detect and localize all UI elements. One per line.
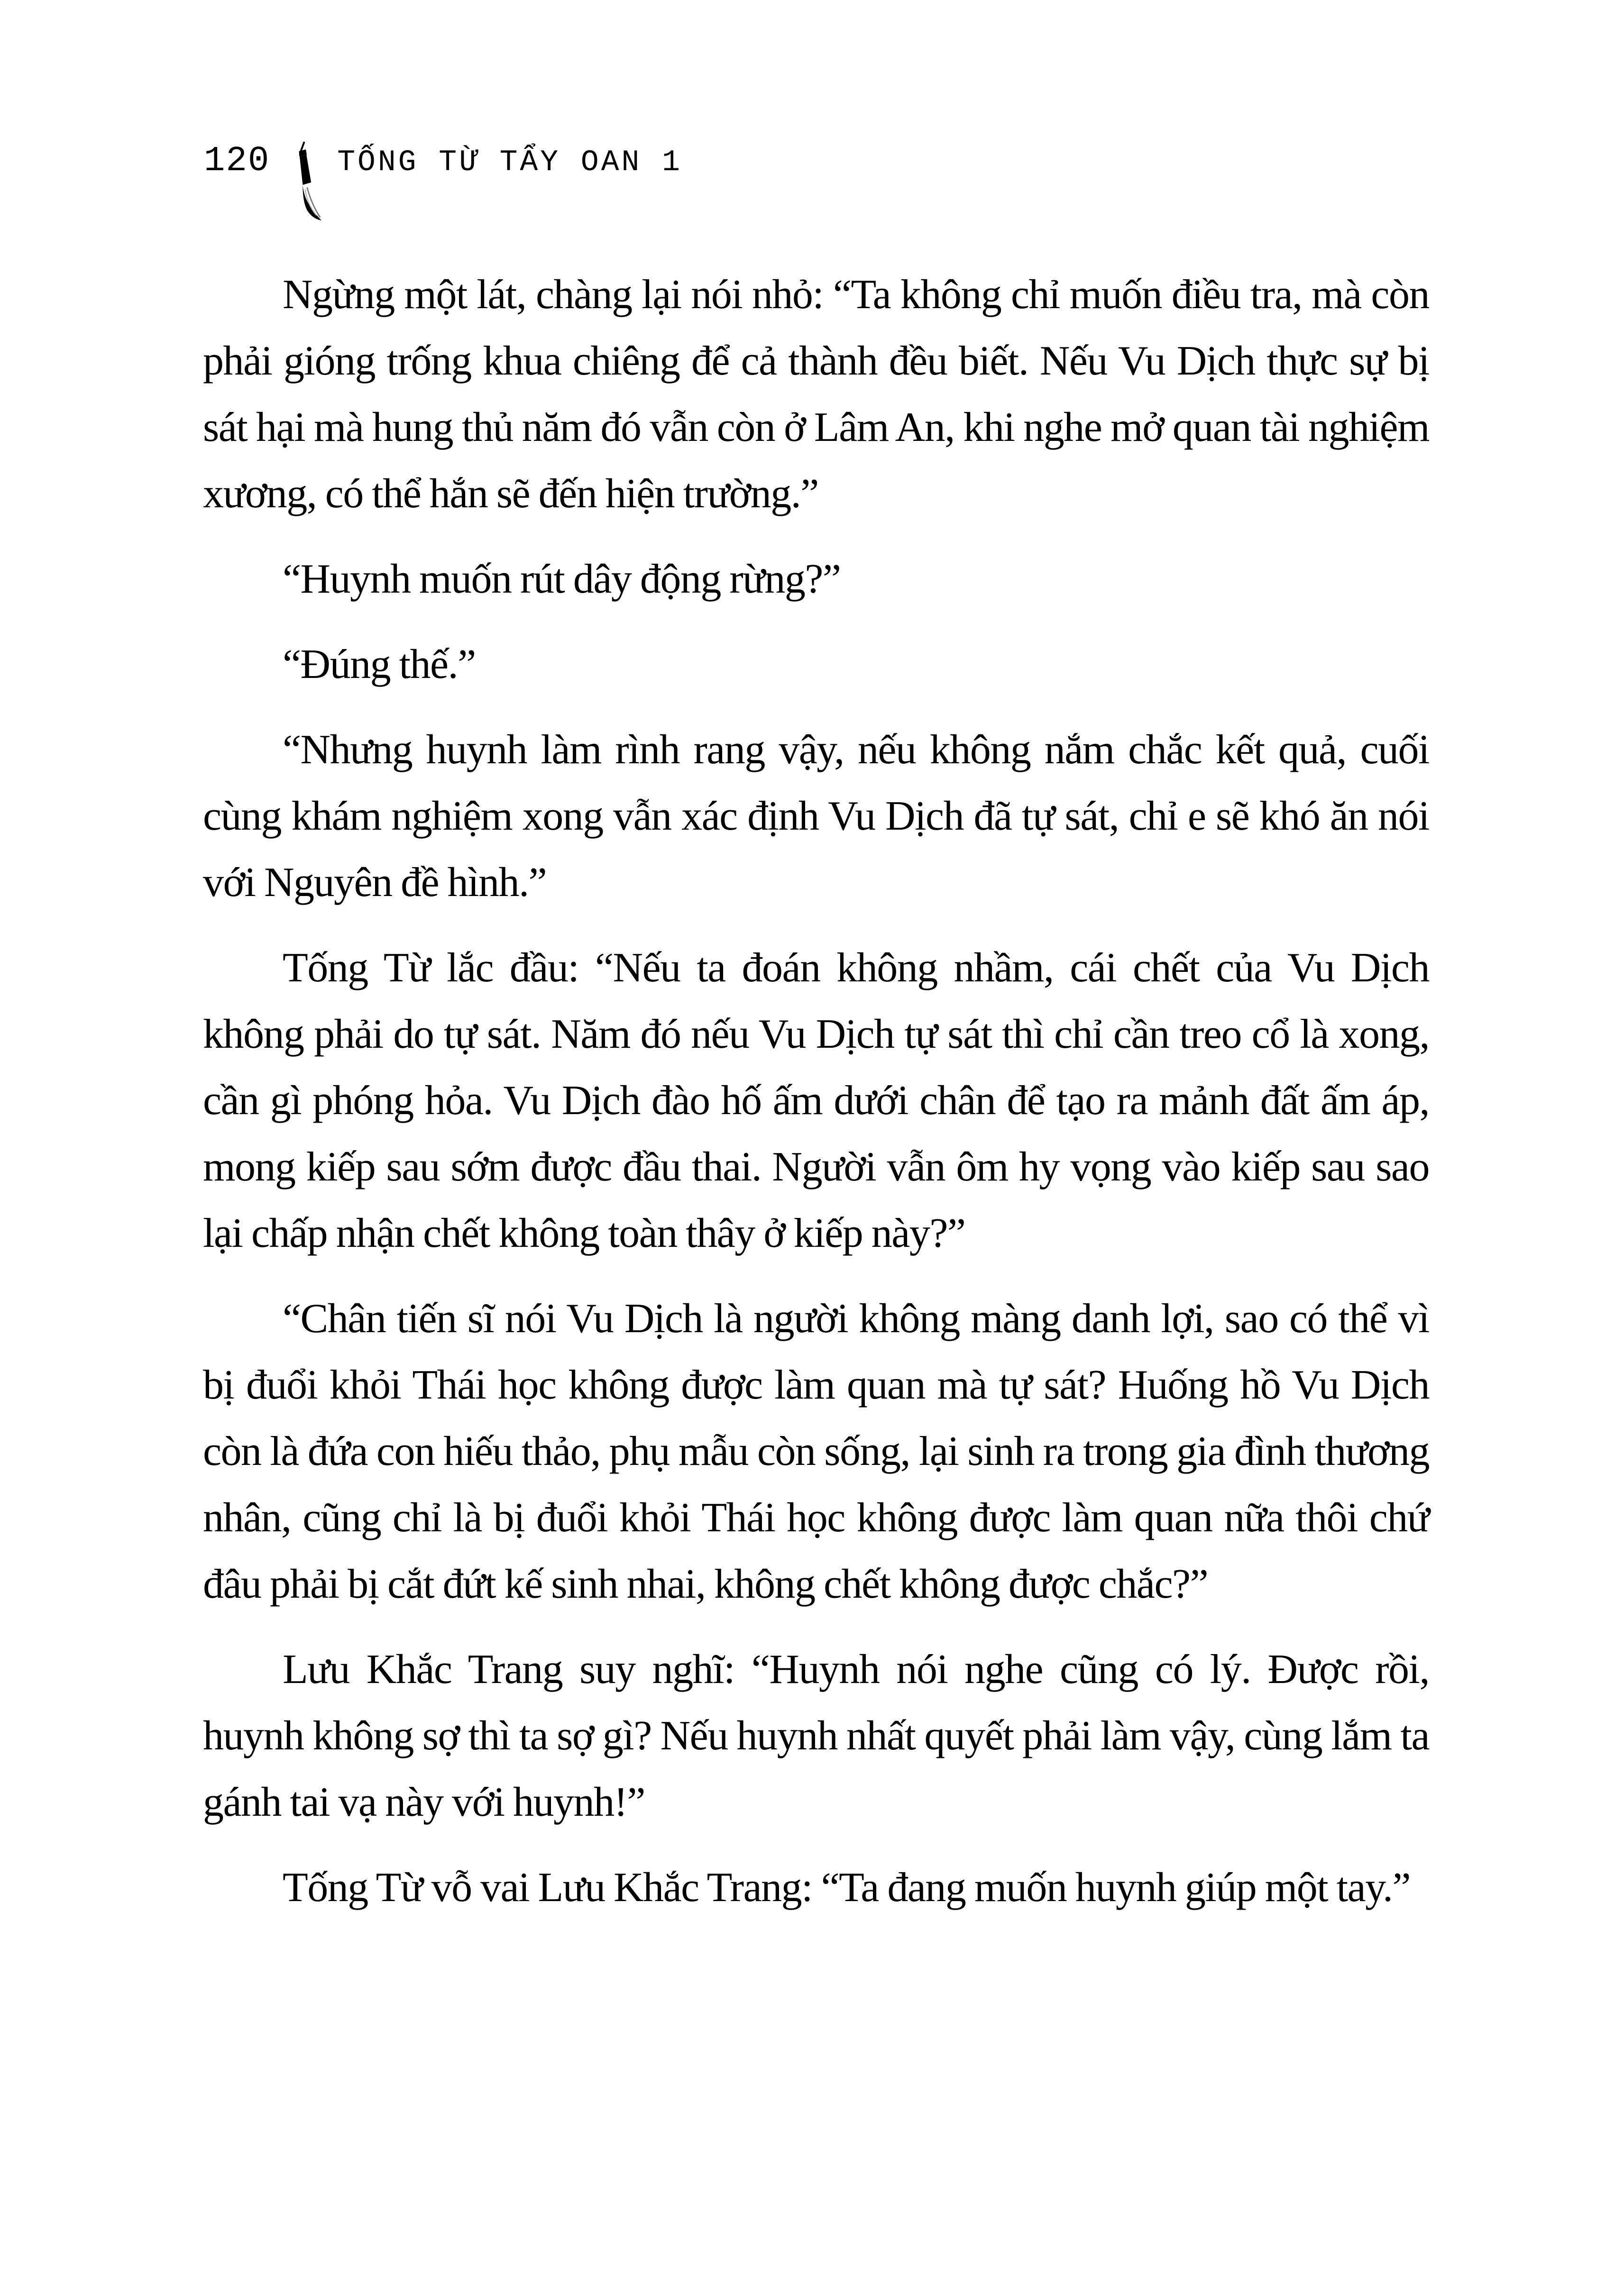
paragraph: “Chân tiến sĩ nói Vu Dịch là người không màng danh lợi, sao có thể vì bị đuổi khỏi Thái học không được làm quan mà tự sát? Huống hồ Vu Dịch còn là đứa con hiếu thảo, phụ mẫu còn sống, lại sinh ra trong gia đình thương nhân, cũng chỉ là bị đuổi khỏi Thái học không được làm quan nữa thôi chứ đâu phải bị cắt đứt kế sinh nhai, không chết không được chắc?” (203, 1296, 1429, 1607)
paragraph: Tống Từ lắc đầu: “Nếu ta đoán không nhầm, cái chết của Vu Dịch không phải do tự sát. Năm đó nếu Vu Dịch tự sát thì chỉ cần treo cổ là xong, cần gì phóng hỏa. Vu Dịch đào hố ấm dưới chân để tạo ra mảnh đất ấm áp, mong kiếp sau sớm được đầu thai. Người vẫn ôm hy vọng vào kiếp sau sao lại chấp nhận chết không toàn thây ở kiếp này?” (203, 945, 1429, 1256)
paragraph: Tống Từ vỗ vai Lưu Khắc Trang: “Ta đang muốn huynh giúp một tay.” (283, 1865, 1411, 1911)
running-title: TỐNG TỪ TẨY OAN 1 (337, 146, 682, 179)
paragraph: “Huynh muốn rút dây động rừng?” (283, 556, 841, 602)
paragraph: Lưu Khắc Trang suy nghĩ: “Huynh nói nghe cũng có lý. Được rồi, huynh không sợ thì ta sợ gì? Nếu huynh nhất quyết phải làm vậy, cùng lắm ta gánh tai vạ này với huynh!” (203, 1647, 1429, 1825)
paragraph: “Đúng thế.” (283, 641, 476, 687)
paragraph: “Nhưng huynh làm rình rang vậy, nếu không nắm chắc kết quả, cuối cùng khám nghiệm xong vẫn xác định Vu Dịch đã tự sát, chỉ e sẽ khó ăn nói với Nguyên đề hình.” (203, 727, 1429, 906)
paragraph: Ngừng một lát, chàng lại nói nhỏ: “Ta không chỉ muốn điều tra, mà còn phải gióng trống khua chiêng để cả thành đều biết. Nếu Vu Dịch thực sự bị sát hại mà hung thủ năm đó vẫn còn ở Lâm An, khi nghe mở quan tài nghiệm xương, có thể hắn sẽ đến hiện trường.” (203, 272, 1429, 517)
page-header (204, 141, 682, 214)
page-number: 120 (204, 141, 270, 181)
body-text (203, 262, 1429, 1921)
calligraphy-brush-icon (287, 141, 325, 214)
